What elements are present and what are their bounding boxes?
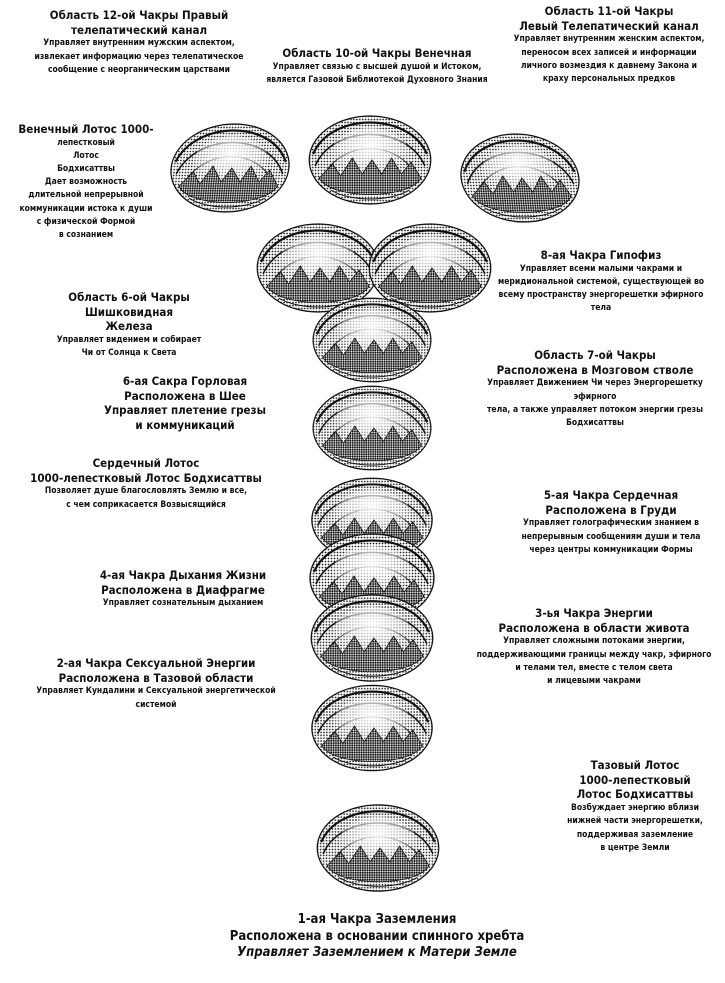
- c2-title-2: Расположена в Тазовой области: [58, 670, 254, 685]
- c3-desc-2: поддерживающими границы между чакр, эфирного: [476, 649, 712, 660]
- c8-desc-3: всему пространству энергорешетки эфирного: [498, 290, 704, 301]
- label-chakra-6-throat: [92, 374, 278, 433]
- c3-title-1: 3-ья Чакра Энергии: [535, 606, 653, 620]
- label-chakra-7: [470, 348, 720, 430]
- label-chakra-2: [24, 656, 288, 712]
- crown-lotus-desc-5: коммуникации истока к души: [19, 203, 153, 214]
- orb-crown-right: [457, 134, 584, 222]
- c3-desc-4: и лицевыми чакрами: [547, 675, 641, 686]
- crown-lotus-desc-2: Бодхисаттвы: [57, 164, 115, 175]
- c6-title-2: Железа: [105, 319, 153, 334]
- c12-desc-2: извлекает информацию через телепатическое: [34, 51, 244, 62]
- c3-title-2: Расположена в области живота: [498, 620, 690, 635]
- c6-desc-1: Управляет видением и собирает: [56, 335, 202, 346]
- orb-crown-left: [167, 124, 294, 212]
- c10-desc-2: является Газовой Библиотекой Духовного Знания: [266, 74, 488, 85]
- c6b-title-3: Управляет плетение грезы: [104, 403, 266, 418]
- label-chakra-8: [482, 248, 720, 315]
- c11-title-2: Левый Телепатический канал: [519, 18, 699, 33]
- c10-title: Область 10-ой Чакры Венечная: [282, 46, 472, 60]
- label-chakra-3: [466, 606, 722, 688]
- label-heart-lotus: [28, 456, 264, 512]
- orb-crown-center: [309, 116, 431, 204]
- c1-title-1: 1-ая Чакра Заземления: [297, 912, 457, 927]
- c12-title-2: телепатический канал: [70, 22, 208, 37]
- c5-title-1: 5-ая Чакра Сердечная: [543, 488, 679, 502]
- c1-italic: Управляет Заземлением к Матери Земле: [237, 945, 517, 961]
- crown-lotus-desc-3: Дает возможность: [44, 177, 128, 188]
- c12-desc-1: Управляет внутренним мужским аспектом,: [43, 38, 235, 49]
- c7-title-1: Область 7-ой Чакры: [534, 348, 656, 362]
- orb-sacral: [312, 685, 432, 770]
- c11-desc-1: Управляет внутренним женским аспектом,: [513, 34, 705, 45]
- c8-desc-1: Управляет всеми малыми чакрами и: [519, 263, 683, 274]
- c10-desc-1: Управляет связью с высшей душой и Истоком,: [272, 61, 482, 72]
- c6-title-1: Область 6-ой Чакры Шишковидная: [68, 290, 190, 319]
- crown-lotus-title-2: лепестковый: [57, 137, 115, 148]
- c5-desc-3: через центры коммуникации Формы: [529, 544, 693, 555]
- pelvic-lotus-title-3: Лотос Бодхисаттвы: [576, 787, 694, 802]
- c5-desc-2: непрерывным сообщениям души и тела: [521, 531, 701, 542]
- label-chakra-4: [78, 568, 288, 611]
- heart-lotus-title-2: 1000-лепестковый Лотос Бодхисаттвы: [30, 470, 262, 485]
- orb-brainstem: [313, 298, 431, 382]
- c6b-title-4: и коммуникаций: [135, 418, 235, 433]
- c12-desc-3: сообщение с неорганическим царствами: [47, 64, 230, 75]
- crown-lotus-desc-6: с физической Формой: [36, 216, 136, 227]
- label-pelvic-lotus: [548, 758, 722, 855]
- c11-desc-3: личного возмездия к давнему Закона и: [520, 60, 698, 71]
- label-crown-lotus: [10, 122, 162, 242]
- crown-lotus-title-1: Венечный Лотос 1000-: [18, 122, 154, 136]
- orb-diaphragm: [311, 595, 433, 681]
- c1-title-2: Расположена в основании спинного хребта: [229, 928, 525, 944]
- c7-desc-1: Управляет Движением Чи через Энергорешетку эфирного: [487, 378, 703, 402]
- crown-lotus-desc-7: в сознанием: [58, 229, 114, 240]
- orb-throat: [313, 386, 431, 470]
- label-chakra-1: [212, 912, 542, 962]
- c6-desc-2: Чи от Солнца к Света: [81, 348, 177, 359]
- crown-lotus-desc-1: Лотос: [73, 150, 99, 161]
- c3-desc-1: Управляет сложными потоками энергии,: [503, 636, 685, 647]
- label-chakra-6-pineal: [24, 290, 234, 361]
- c8-title: 8-ая Чакра Гипофиз: [540, 248, 662, 262]
- c7-desc-2: тела, а также управляет потоком энергии грезы: [487, 404, 703, 415]
- crown-lotus-desc-4: длительной непрерывной: [28, 190, 144, 201]
- c7-desc-3: Бодхисаттвы: [566, 417, 624, 428]
- c5-desc-1: Управляет голографическим знанием в: [522, 518, 700, 529]
- pelvic-lotus-desc-3: поддерживая заземление: [576, 829, 694, 840]
- heart-lotus-desc-2: с чем соприкасается Возвысящийся: [66, 499, 226, 510]
- c2-desc-2: системой: [135, 699, 177, 710]
- c4-title-2: Расположена в Диафрагме: [101, 582, 265, 597]
- c8-desc-2: меридиональной системой, существующей во: [497, 276, 705, 287]
- pelvic-lotus-title-2: 1000-лепестковый: [579, 772, 691, 787]
- c11-desc-4: краху персональных предков: [542, 73, 676, 84]
- label-chakra-11: [498, 4, 720, 86]
- pelvic-lotus-desc-1: Возбуждает энергию вблизи: [571, 803, 699, 814]
- orb-pituitary: [369, 224, 491, 312]
- c4-desc-1: Управляет сознательным дыханием: [102, 598, 264, 609]
- label-chakra-5: [500, 488, 722, 557]
- pelvic-lotus-title-1: Тазовый Лотос: [590, 758, 680, 772]
- c7-title-2: Расположена в Мозговом стволе: [496, 362, 694, 377]
- c2-title-1: 2-ая Чакра Сексуальной Энергии: [56, 656, 256, 670]
- c11-title-1: Область 11-ой Чакры: [544, 4, 674, 18]
- pelvic-lotus-desc-4: в центре Земли: [600, 842, 670, 853]
- label-chakra-12: [8, 8, 270, 77]
- c5-title-2: Расположена в Груди: [545, 502, 677, 517]
- heart-lotus-desc-1: Позволяет душе благословлять Землю и все,: [44, 486, 248, 497]
- label-chakra-10: [252, 46, 502, 87]
- heart-lotus-title-1: Сердечный Лотос: [92, 456, 200, 470]
- c6b-title-2: Расположена в Шее: [124, 388, 246, 403]
- c12-title-1: Область 12-ой Чакры Правый: [49, 8, 229, 22]
- c8-desc-4: тела: [590, 303, 612, 314]
- pelvic-lotus-desc-2: нижней части энергорешетки,: [567, 816, 703, 827]
- orb-root: [317, 805, 439, 891]
- c3-desc-3: и телами тел, вместе с телом света: [515, 662, 673, 673]
- c2-desc-1: Управляет Кундалини и Сексуальной энергетической: [36, 686, 276, 697]
- c4-title-1: 4-ая Чакра Дыхания Жизни: [99, 568, 267, 582]
- c11-desc-2: переносом всех записей и информации: [521, 47, 697, 58]
- c6b-title-1: 6-ая Сакра Горловая: [122, 374, 248, 388]
